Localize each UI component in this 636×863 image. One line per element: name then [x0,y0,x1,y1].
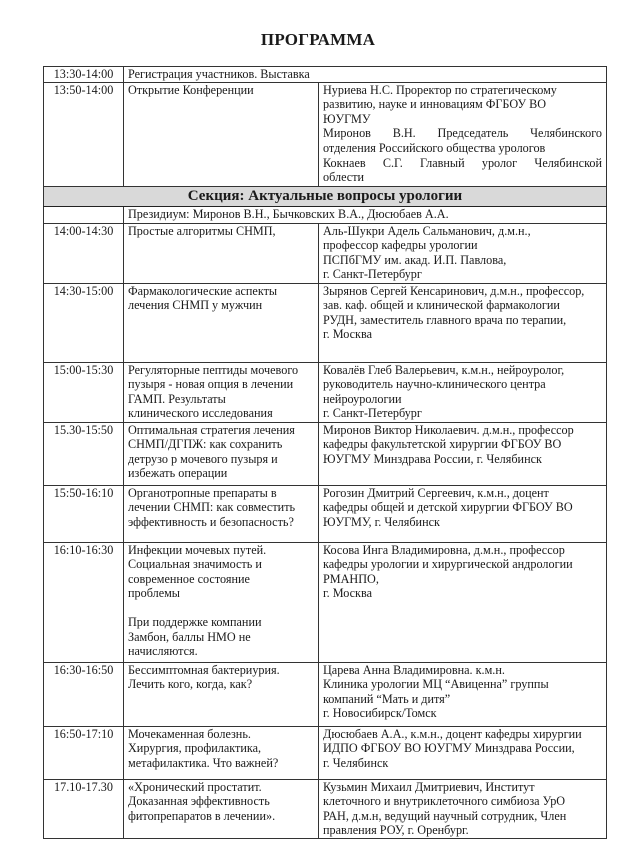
speaker-line: Кокнаев С.Г. Главный уролог Челябинской [323,155,602,170]
topic-line: Оптимальная стратегия лечения [128,422,295,437]
presidium-row [44,206,607,223]
topic-line: фитопрепаратов в лечении». [128,808,276,823]
speaker-cell [319,283,607,362]
topic-line: избежать операции [128,466,228,481]
speaker-line: отделения Российского общества урологов [323,140,546,155]
speaker-line: Зырянов Сергей Кенсаринович, д.м.н., профессор, [323,283,585,298]
talk-row [44,662,607,726]
topic-line: лечении СНМП: как совместить [128,500,296,515]
speaker-line: кафедры факультетской хирургии ФГБОУ ВО [323,437,562,452]
speaker-line: Кузьмин Михаил Дмитриевич, Институт [323,779,535,794]
table-row-opening [44,82,607,186]
speaker-line: клеточного и внутриклеточного симбиоза УрО [323,794,566,809]
speaker-line: Нуриева Н.С. Проректор по стратегическому [323,82,557,97]
speaker-line: г. Москва [323,327,372,342]
topic-cell [124,283,319,362]
speaker-line: Ковалёв Глеб Валерьевич, к.м.н., нейроуролог, [323,362,565,377]
talk-row [44,223,607,283]
topic-line: «Хронический простатит. [128,779,262,794]
talk-row [44,542,607,662]
topic-cell: Регистрация участников. Выставка [124,67,607,83]
time-cell: 13:30-14:00 [44,67,124,83]
speaker-line: облести [323,170,365,185]
topic-line: пузыря - новая опция в лечении [128,377,294,392]
speaker-cell [319,82,607,186]
section-title: Секция: Актуальные вопросы урологии [44,186,607,206]
topic-cell [124,662,319,726]
topic-line: детрузо р мочевого пузыря и [128,451,278,466]
topic-line: СНМП/ДГПЖ: как сохранить [128,437,283,452]
speaker-line: руководитель научно-клинического центра [323,377,546,392]
speaker-cell [319,662,607,726]
topic-line: ГАМП. Результаты [128,391,226,406]
time-cell: 15:50-16:10 [44,485,124,542]
speaker-line: зав. каф. общей и клинической фармакологии [323,298,560,313]
speaker-line: ЮУГМУ, г. Челябинск [323,514,440,529]
topic-line: Хирургия, профилактика, [128,741,262,756]
table-row-registration [44,67,607,83]
time-cell: 13:50-14:00 [44,82,124,186]
program-table [43,66,607,839]
speaker-line: нейроурологии [323,391,402,406]
speaker-line: г. Челябинск [323,755,389,770]
topic-cell [124,779,319,838]
speaker-line: ЮУГМУ [323,111,371,126]
speaker-cell [319,726,607,779]
topic-cell [124,422,319,485]
speaker-line: Рогозин Дмитрий Сергеевич, к.м.н., доцент [323,485,549,500]
speaker-line: г. Санкт-Петербург [323,406,422,421]
speaker-cell [319,362,607,422]
time-cell: 16:10-16:30 [44,542,124,662]
speaker-cell [319,779,607,838]
topic-line: Регуляторные пептиды мочевого [128,362,299,377]
speaker-line: профессор кафедры урологии [323,238,478,253]
talk-row [44,485,607,542]
page-title: ПРОГРАММА [260,30,376,49]
speaker-line: г. Москва [323,586,372,601]
talk-row [44,779,607,838]
topic-line: Бессимптомная бактериурия. [128,662,280,677]
topic-line: эффективность и безопасность? [128,514,294,529]
time-cell: 15:00-15:30 [44,362,124,422]
topic-line: метафилактика. Что важней? [128,755,279,770]
speaker-line: правления РОУ, г. Оренбург. [323,823,469,838]
presidium-text: Президиум: Миронов В.Н., Бычковских В.А., Дюсюбаев А.А. [124,206,607,223]
speaker-cell [319,223,607,283]
speaker-line: Клиника урологии МЦ “Авиценна” группы [323,677,549,692]
talk-row [44,283,607,362]
sponsor-note-line: При поддержке компании [128,614,262,629]
time-cell: 16:30-16:50 [44,662,124,726]
time-cell: 15.30-15:50 [44,422,124,485]
topic-cell [124,223,319,283]
speaker-line: компаний “Мать и дитя” [323,691,451,706]
topic-cell [124,542,319,662]
topic-cell [124,726,319,779]
talk-row [44,422,607,485]
speaker-line: ПСПбГМУ им. акад. И.П. Павлова, [323,252,507,267]
topic-line: Инфекции мочевых путей. [128,542,267,557]
time-cell: 17.10-17.30 [44,779,124,838]
speaker-line: Царева Анна Владимировна. к.м.н. [323,662,505,677]
sponsor-note-line: начисляются. [128,644,198,659]
topic-cell [124,485,319,542]
speaker-line: Косова Инга Владимировна, д.м.н., профессор [323,542,565,557]
speaker-line: Миронов В.Н. Председатель Челябинского [323,126,602,141]
topic-line: Простые алгоритмы СНМП, [128,223,276,238]
speaker-line: Аль-Шукри Адель Сальманович, д.м.н., [323,223,531,238]
speaker-line: РМАНПО, [323,571,379,586]
speaker-line: г. Новосибирск/Томск [323,706,437,721]
topic-line: клинического исследования [128,406,273,421]
topic-line: проблемы [128,586,180,601]
speaker-line: кафедры урологии и хирургической андрологии [323,557,573,572]
time-cell: 14:00-14:30 [44,223,124,283]
speaker-line: кафедры общей и детской хирургии ФГБОУ ВО [323,500,573,515]
speaker-line: Дюсюбаев А.А., к.м.н., доцент кафедры хирургии [323,726,582,741]
topic-cell [124,362,319,422]
speaker-cell [319,542,607,662]
talk-row [44,726,607,779]
speaker-line: г. Санкт-Петербург [323,267,422,282]
speaker-line: РАН, д.м.н, ведущий научный сотрудник, Член [323,808,567,823]
topic-line: Доказанная эффективность [128,794,270,809]
speaker-cell [319,485,607,542]
topic-line: Мочекаменная болезнь. [128,726,251,741]
talk-row [44,362,607,422]
topic-line: современное состояние [128,571,250,586]
spacer [128,601,314,615]
topic-line: Социальная значимость и [128,557,262,572]
section-header-row [44,186,607,206]
speaker-line: РУДН, заместитель главного врача по терапии, [323,312,567,327]
time-cell: 14:30-15:00 [44,283,124,362]
topic-cell: Открытие Конференции [124,82,319,186]
topic-line: Фармакологические аспекты [128,283,278,298]
time-cell: 16:50-17:10 [44,726,124,779]
topic-line: Лечить кого, когда, как? [128,677,253,692]
speaker-line: Миронов Виктор Николаевич. д.м.н., профессор [323,422,574,437]
speaker-line: ИДПО ФГБОУ ВО ЮУГМУ Минздрава России, [323,741,575,756]
topic-line: лечения СНМП у мужчин [128,298,263,313]
empty-time-cell [44,206,124,223]
speaker-cell [319,422,607,485]
sponsor-note-line: Замбон, баллы НМО не [128,629,251,644]
speaker-line: ЮУГМУ Минздрава России, г. Челябинск [323,451,542,466]
speaker-line: развитию, науке и инновациям ФГБОУ ВО [323,97,547,112]
topic-line: Органотропные препараты в [128,485,277,500]
